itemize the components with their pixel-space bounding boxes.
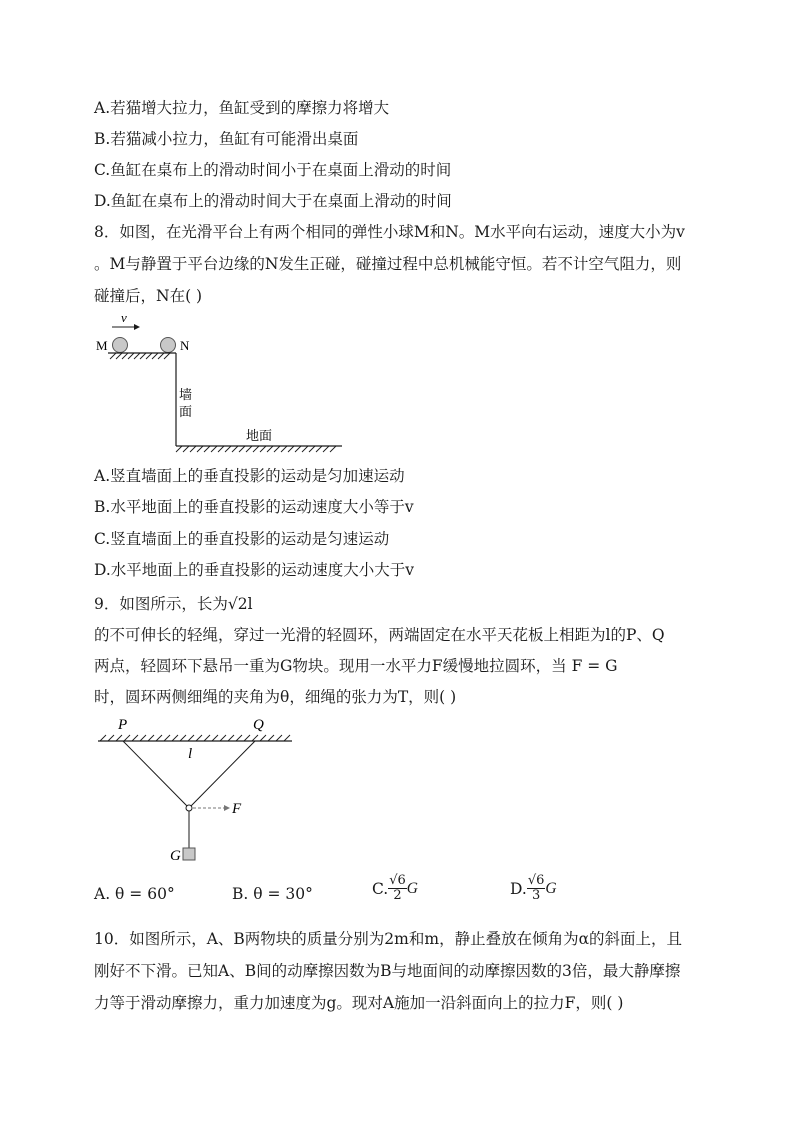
q10-stem-line3: 力等于滑动摩擦力，重力加速度为g。现对A施加一沿斜面向上的拉力F，则( ) — [94, 994, 624, 1012]
rope-right — [191, 741, 255, 806]
q8-option-a: A.竖直墙面上的垂直投影的运动是匀加速运动 — [94, 467, 405, 485]
q8-stem-line2: 。M与静置于平台边缘的N发生正碰，碰撞过程中总机械能守恒。若不计空气阻力，则 — [94, 255, 682, 273]
q7-option-a: A.若猫增大拉力，鱼缸受到的摩擦力将增大 — [94, 99, 390, 117]
q9-stem-line4: 时，圆环两侧细绳的夹角为θ，细绳的张力为T，则( ) — [94, 688, 457, 706]
label-f: F — [232, 801, 242, 817]
q9-option-d-fraction — [527, 874, 546, 903]
q10-stem-line1: 10．如图所示，A、B两物块的质量分别为2m和m，静止叠放在倾角为α的斜面上，且 — [94, 930, 683, 948]
q9-option-d-suffix: G — [545, 879, 557, 897]
q9-option-c — [372, 874, 418, 903]
q10-stem-line2: 刚好不下滑。已知A、B间的动摩擦因数为B与地面间的动摩擦因数的3倍，最大静摩擦 — [94, 962, 681, 980]
q8-option-c: C.竖直墙面上的垂直投影的运动是匀速运动 — [94, 530, 390, 548]
q8-option-d: D.水平地面上的垂直投影的运动速度大小大于v — [94, 561, 415, 579]
label-wall-1: 墙 — [179, 387, 193, 402]
label-ground: 地面 — [246, 428, 273, 443]
ground-hatch — [176, 446, 336, 452]
label-wall-2: 面 — [179, 404, 193, 419]
q9-option-c-numerator: √6 — [389, 873, 406, 888]
q9-stem-line2: 的不可伸长的轻绳，穿过一光滑的轻圆环，两端固定在水平天花板上相距为l的P、Q — [94, 626, 665, 644]
q9-stem-line1: 9．如图所示，长为√2l — [94, 595, 253, 613]
q8-option-b: B.水平地面上的垂直投影的运动速度大小等于v — [94, 498, 414, 516]
label-g: G — [170, 848, 181, 864]
force-f-arrow-head — [224, 805, 230, 811]
q9-option-a: A. θ = 60° — [94, 885, 175, 903]
label-p: P — [118, 717, 128, 733]
ball-m — [113, 338, 128, 353]
q7-option-b: B.若猫减小拉力，鱼缸有可能滑出桌面 — [94, 130, 359, 148]
q8-stem-line1: 8．如图，在光滑平台上有两个相同的弹性小球M和N。M水平向右运动，速度大小为v — [94, 223, 685, 241]
q9-option-b: B. θ = 30° — [232, 885, 313, 903]
q7-option-d: D.鱼缸在桌布上的滑动时间大于在桌面上滑动的时间 — [94, 192, 452, 210]
q8-stem-line3: 碰撞后，N在( ) — [94, 287, 203, 305]
q7-option-c: C.鱼缸在桌布上的滑动时间小于在桌面上滑动的时间 — [94, 161, 452, 179]
q9-stem-line3: 两点，轻圆环下悬吊一重为G物块。现用一水平力F缓慢地拉圆环，当 F = G — [94, 657, 618, 675]
q9-option-d-denominator: 3 — [531, 888, 541, 903]
q9-figure — [90, 712, 300, 867]
q8-figure — [90, 310, 350, 460]
q9-option-c-denominator: 2 — [393, 888, 402, 903]
platform-hatch — [110, 353, 170, 359]
q9-option-c-prefix: C. — [372, 879, 389, 898]
velocity-arrow-head — [134, 324, 140, 330]
ball-n — [161, 338, 176, 353]
label-m: M — [96, 338, 108, 353]
label-n: N — [180, 338, 190, 353]
q9-option-d-prefix: D. — [510, 879, 527, 898]
block-g — [183, 848, 195, 860]
q9-option-d-numerator: √6 — [527, 873, 545, 888]
q9-option-c-suffix: G — [406, 879, 418, 897]
label-v: v — [121, 310, 127, 325]
q9-option-c-fraction — [388, 874, 407, 903]
label-q: Q — [253, 717, 264, 733]
q9-option-d — [510, 874, 557, 903]
ceiling-hatch — [100, 735, 290, 741]
light-ring — [186, 805, 192, 811]
rope-left — [123, 741, 187, 806]
label-l: l — [188, 746, 193, 762]
